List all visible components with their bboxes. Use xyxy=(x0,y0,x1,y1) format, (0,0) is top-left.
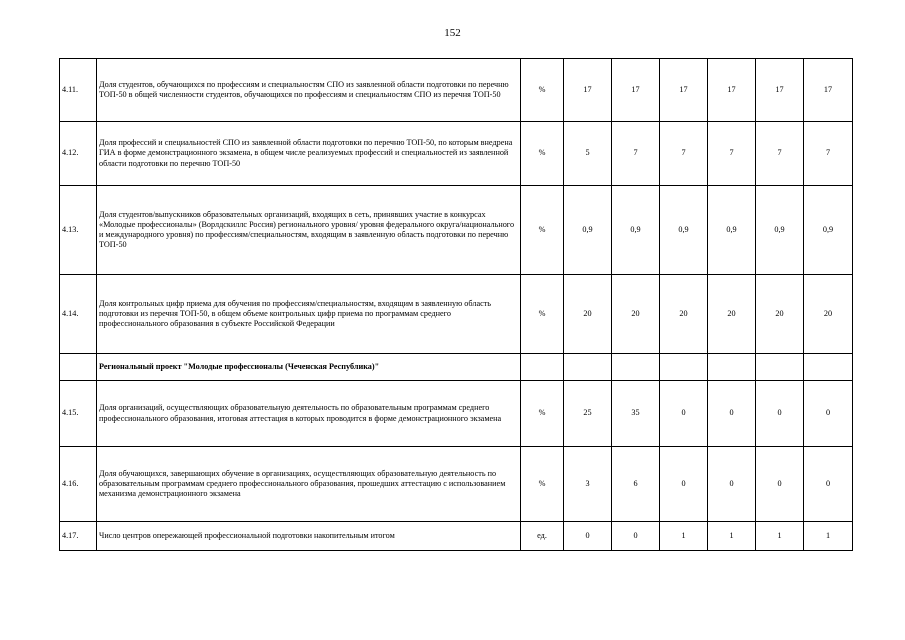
value-cell: 7 xyxy=(708,122,756,186)
unit-cell: % xyxy=(521,275,564,354)
section-title: Региональный проект "Молодые профессионалы (Чеченская Республика)" xyxy=(97,354,521,381)
value-cell: 20 xyxy=(804,275,853,354)
table-row xyxy=(60,447,853,522)
value-cell: 20 xyxy=(564,275,612,354)
value-cell: 0 xyxy=(804,447,853,522)
value-cell: 17 xyxy=(660,59,708,122)
table-row xyxy=(60,186,853,275)
value-cell: 20 xyxy=(660,275,708,354)
value-cell: 25 xyxy=(564,381,612,447)
row-number: 4.14. xyxy=(60,275,97,354)
empty-cell xyxy=(804,354,853,381)
value-cell: 17 xyxy=(564,59,612,122)
unit-cell: % xyxy=(521,122,564,186)
row-number: 4.16. xyxy=(60,447,97,522)
value-cell: 6 xyxy=(612,447,660,522)
value-cell: 0 xyxy=(804,381,853,447)
row-number: 4.17. xyxy=(60,522,97,551)
value-cell: 1 xyxy=(756,522,804,551)
table-row xyxy=(60,275,853,354)
value-cell: 0,9 xyxy=(564,186,612,275)
value-cell: 0 xyxy=(660,447,708,522)
empty-cell xyxy=(60,354,97,381)
empty-cell xyxy=(521,354,564,381)
value-cell: 1 xyxy=(804,522,853,551)
unit-cell: % xyxy=(521,186,564,275)
unit-cell: % xyxy=(521,59,564,122)
unit-cell: ед. xyxy=(521,522,564,551)
value-cell: 20 xyxy=(612,275,660,354)
empty-cell xyxy=(708,354,756,381)
row-number: 4.11. xyxy=(60,59,97,122)
value-cell: 0 xyxy=(708,447,756,522)
row-number: 4.15. xyxy=(60,381,97,447)
value-cell: 7 xyxy=(612,122,660,186)
value-cell: 0 xyxy=(756,381,804,447)
section-row xyxy=(60,354,853,381)
value-cell: 5 xyxy=(564,122,612,186)
value-cell: 0,9 xyxy=(756,186,804,275)
indicators-table xyxy=(59,58,853,551)
empty-cell xyxy=(756,354,804,381)
empty-cell xyxy=(612,354,660,381)
value-cell: 20 xyxy=(756,275,804,354)
value-cell: 17 xyxy=(804,59,853,122)
table-row xyxy=(60,122,853,186)
empty-cell xyxy=(564,354,612,381)
indicator-description: Доля профессий и специальностей СПО из заявленной области подготовки по перечню ТОП-50, по которым внедрена ГИА в форме демонстрационного экзамена, в общем числе реализуемых профессий и специальностей из заявленной области подготовки по перечню ТОП-50 xyxy=(97,122,521,186)
value-cell: 0 xyxy=(708,381,756,447)
table-row xyxy=(60,381,853,447)
table-row xyxy=(60,522,853,551)
indicator-description: Число центров опережающей профессиональной подготовки накопительным итогом xyxy=(97,522,521,551)
value-cell: 20 xyxy=(708,275,756,354)
value-cell: 17 xyxy=(756,59,804,122)
value-cell: 17 xyxy=(612,59,660,122)
indicator-description: Доля студентов, обучающихся по профессиям и специальностям СПО из заявленной области подготовки по перечню ТОП-50 в общей численности студентов, обучающихся по профессиям и специальностям СПО из перечня ТОП-50 xyxy=(97,59,521,122)
page-number: 152 xyxy=(444,27,461,39)
value-cell: 7 xyxy=(756,122,804,186)
value-cell: 0,9 xyxy=(708,186,756,275)
value-cell: 0 xyxy=(612,522,660,551)
indicator-description: Доля студентов/выпускников образовательных организаций, входящих в сеть, принявших участие в конкурсах «Молодые профессионалы» (Ворлдскиллс Россия) регионального уровня/ уровня федерального округа/национального и международного уровня) по профессиям/специальностям, входящим в заявленную область подготовки по перечню ТОП-50 xyxy=(97,186,521,275)
indicator-description: Доля контрольных цифр приема для обучения по профессиям/специальностям, входящим в заявленную область подготовки из перечня ТОП-50, в общем объеме контрольных цифр приема по программам среднего профессионального образования в субъекте Российской Федерации xyxy=(97,275,521,354)
value-cell: 3 xyxy=(564,447,612,522)
row-number: 4.12. xyxy=(60,122,97,186)
table-row xyxy=(60,59,853,122)
value-cell: 1 xyxy=(660,522,708,551)
unit-cell: % xyxy=(521,381,564,447)
value-cell: 0 xyxy=(756,447,804,522)
value-cell: 7 xyxy=(660,122,708,186)
empty-cell xyxy=(660,354,708,381)
value-cell: 0,9 xyxy=(660,186,708,275)
value-cell: 0,9 xyxy=(804,186,853,275)
value-cell: 0 xyxy=(564,522,612,551)
indicator-description: Доля обучающихся, завершающих обучение в организациях, осуществляющих образовательную деятельность по образовательным программам среднего профессионального образования, прошедших аттестацию с использованием механизма демонстрационного экзамена xyxy=(97,447,521,522)
row-number: 4.13. xyxy=(60,186,97,275)
value-cell: 17 xyxy=(708,59,756,122)
value-cell: 1 xyxy=(708,522,756,551)
value-cell: 35 xyxy=(612,381,660,447)
unit-cell: % xyxy=(521,447,564,522)
value-cell: 0 xyxy=(660,381,708,447)
value-cell: 0,9 xyxy=(612,186,660,275)
value-cell: 7 xyxy=(804,122,853,186)
indicator-description: Доля организаций, осуществляющих образовательную деятельность по образовательным программам среднего профессионального образования, итоговая аттестация в которых проводится в форме демонстрационного экзамена xyxy=(97,381,521,447)
